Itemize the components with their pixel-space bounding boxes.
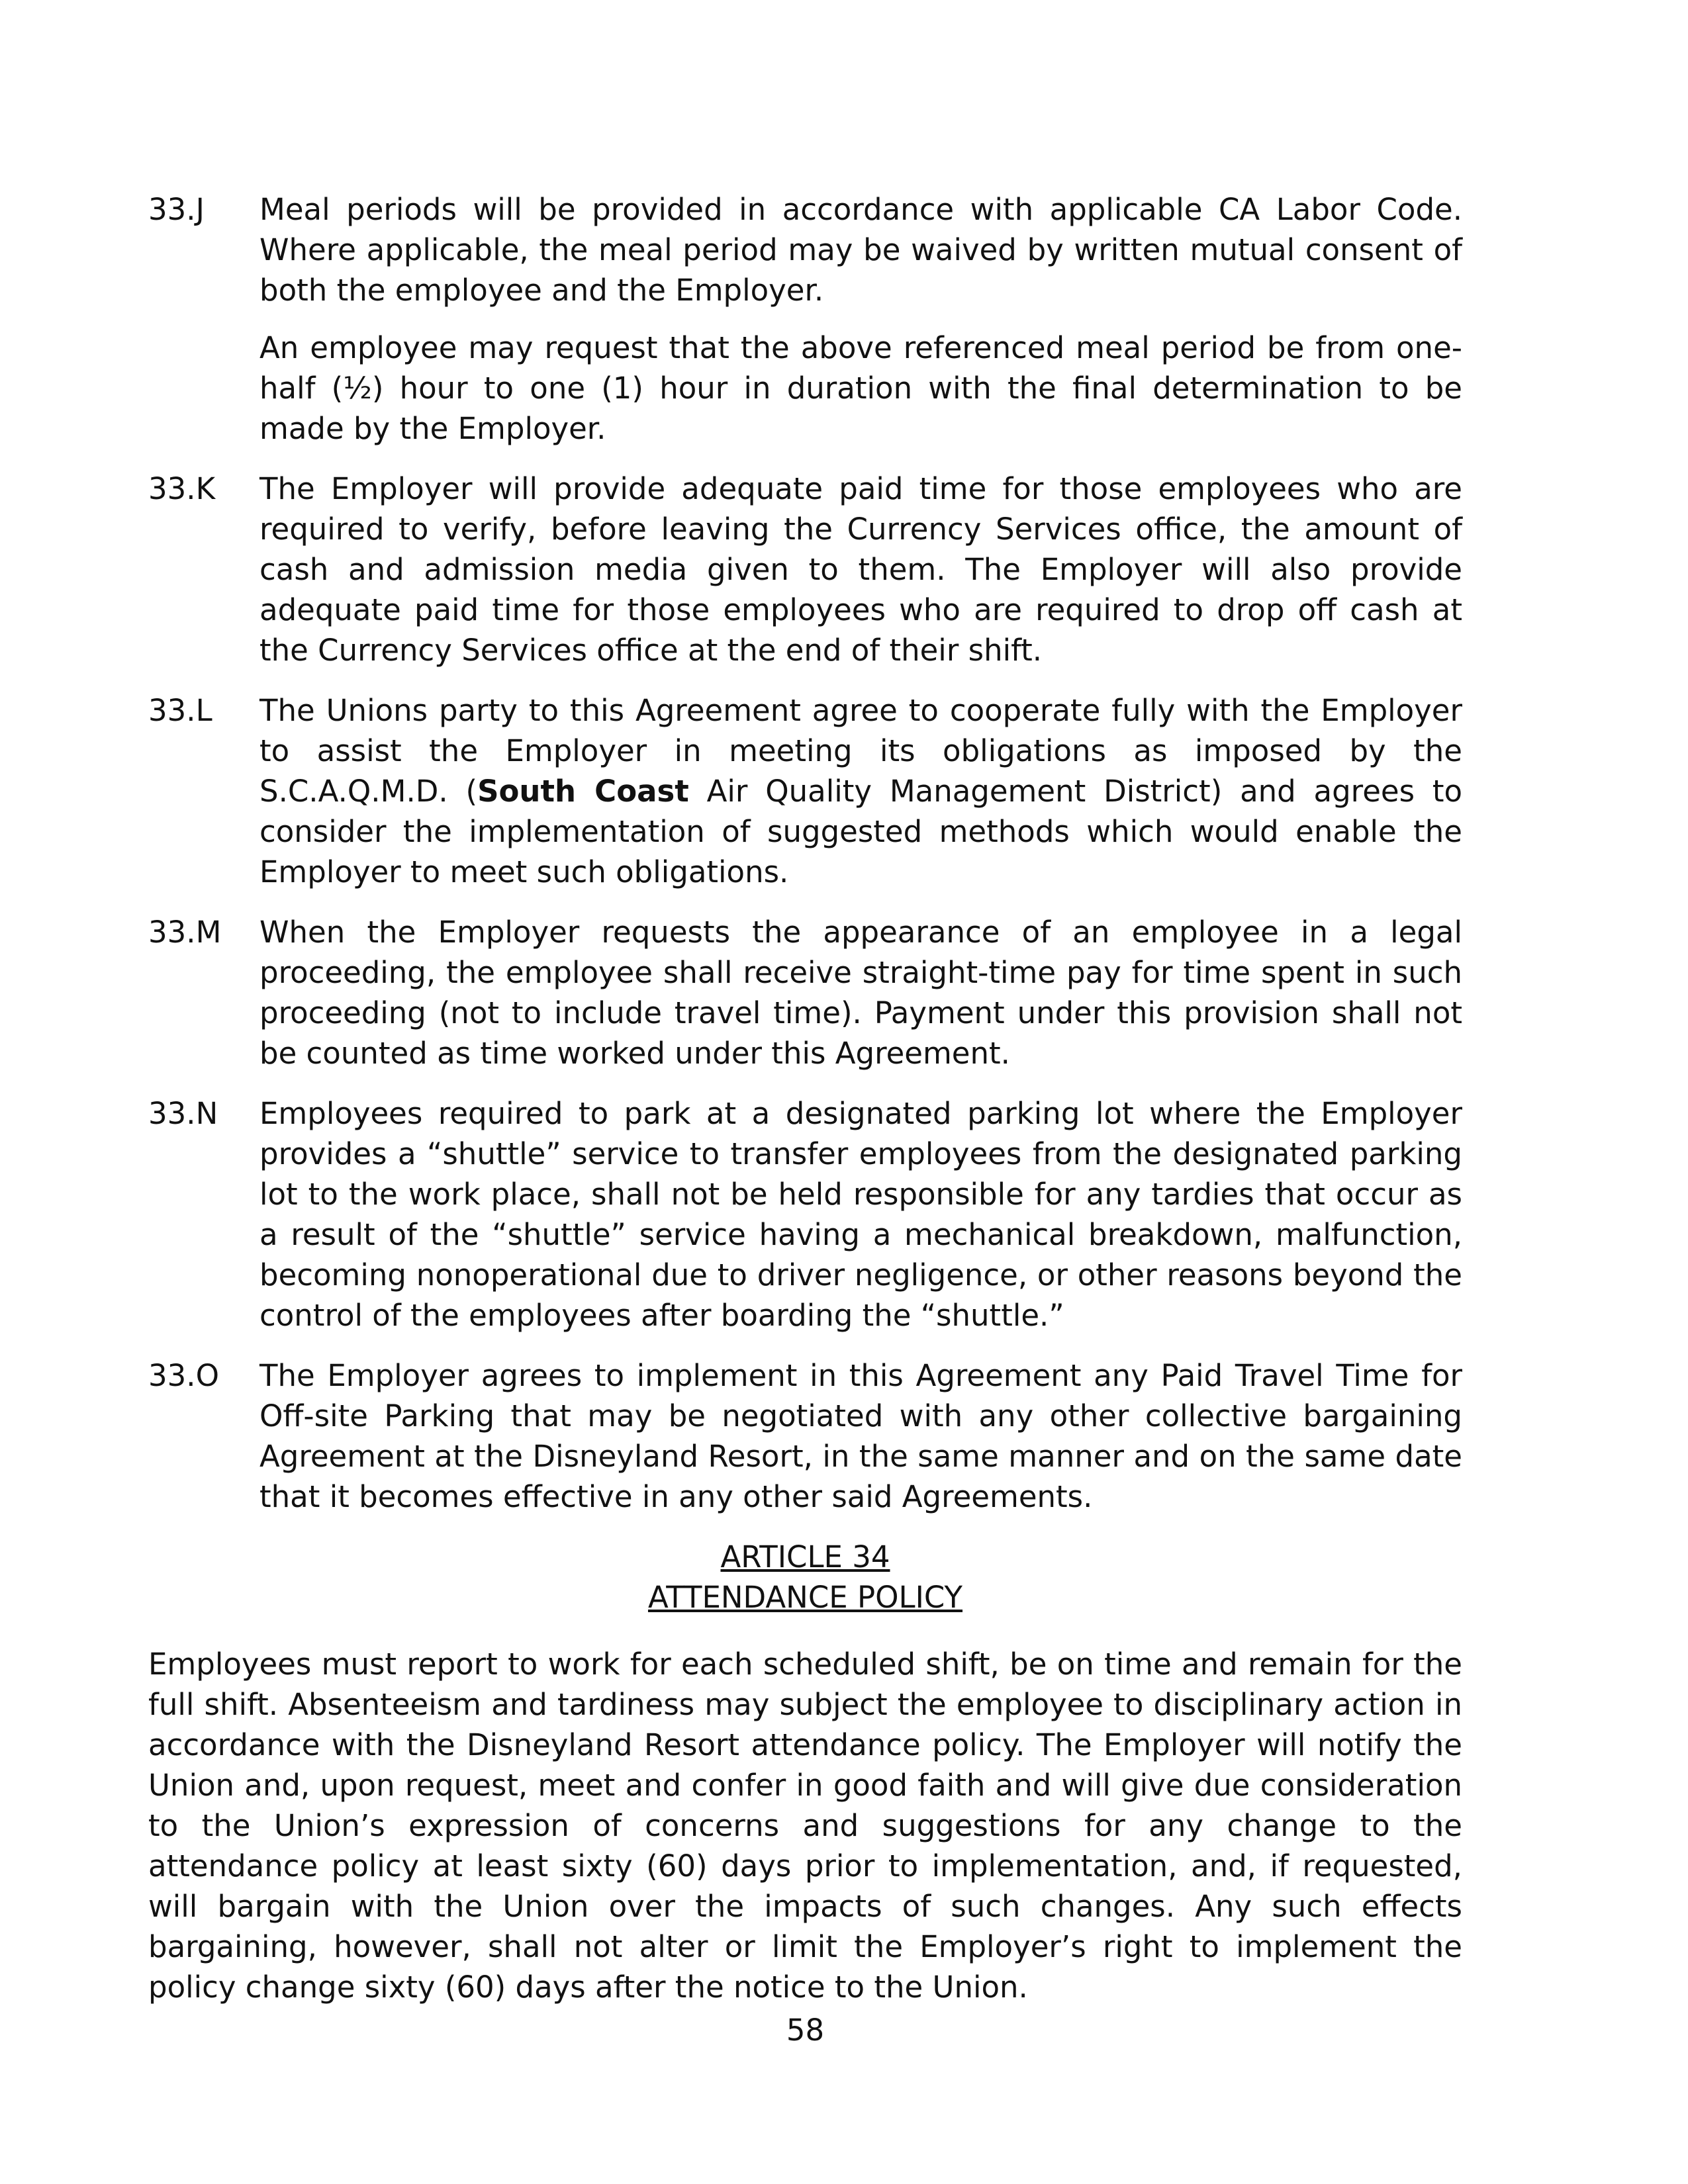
article-title: ATTENDANCE POLICY <box>647 1580 963 1615</box>
clause-paragraph: An employee may request that the above referenced meal period be from one-half (½) hour to one (1) hour in duration with the final determination to be made by the Employer. <box>259 330 1462 446</box>
clause-paragraph <box>259 690 1462 892</box>
clause-33j <box>148 189 1462 449</box>
bold-term: South Coast <box>477 774 689 809</box>
clause-text-before-bold: The Unions party to this Agreement agree to cooperate fully with the Employer to assist the Employer in meeting its obligations as imposed by the S.C.A.Q.M.D. ( <box>259 693 1462 809</box>
clause-body <box>259 690 1462 892</box>
clause-paragraph: The Employer will provide adequate paid time for those employees who are required to verify, before leaving the Currency Services office, the amount of cash and admission media given to them. The Employer will also provide adequate paid time for those employees who are required to drop off cash at the Currency Services office at the end of their shift. <box>259 471 1462 668</box>
clause-33m <box>148 912 1462 1073</box>
clause-number: 33.K <box>148 471 216 506</box>
clause-number: 33.L <box>148 693 212 728</box>
clause-paragraph: Employees required to park at a designated parking lot where the Employer provides a “shuttle” service to transfer employees from the designated parking lot to the work place, shall not be held responsible for any tardies that occur as a result of the “shuttle” service having a mechanical breakdown, malfunction, becoming nonoperational due to driver negligence, or other reasons beyond the control of the employees after boarding the “shuttle.” <box>259 1096 1462 1333</box>
clause-number: 33.O <box>148 1358 219 1393</box>
article-body: Employees must report to work for each scheduled shift, be on time and remain for the full shift. Absenteeism and tardiness may subject the employee to disciplinary action in accordance with the Disneyland Resort attendance policy. The Employer will notify the Union and, upon request, meet and confer in good faith and will give due consideration to the Union’s expression of concerns and suggestions for any change to the attendance policy at least sixty (60) days prior to implementation, and, if requested, will bargain with the Union over the impacts of such changes. Any such effects bargaining, however, shall not alter or limit the Employer’s right to implement the policy change sixty (60) days after the notice to the Union. <box>148 1647 1462 2005</box>
clause-33n <box>148 1093 1462 1336</box>
clause-paragraph: Meal periods will be provided in accordance with applicable CA Labor Code. Where applicable, the meal period may be waived by written mutual consent of both the employee and the Employer. <box>259 192 1462 308</box>
document-page <box>148 189 1462 2050</box>
clause-body <box>259 1093 1462 1336</box>
clause-paragraph: When the Employer requests the appearance of an employee in a legal proceeding, the employee shall receive straight-time pay for time spent in such proceeding (not to include travel time). Payment under this provision shall not be counted as time worked under this Agreement. <box>259 915 1462 1071</box>
clause-paragraph: The Employer agrees to implement in this Agreement any Paid Travel Time for Off-site Parking that may be negotiated with any other collective bargaining Agreement at the Disneyland Resort, in the same manner and on the same date that it becomes effective in any other said Agreements. <box>259 1358 1462 1514</box>
clause-number: 33.J <box>148 192 205 227</box>
clause-body <box>259 469 1462 670</box>
page-number: 58 <box>786 2013 825 2048</box>
clause-text-after-bold: Air Quality Management District) and agrees to consider the implementation of suggested methods which would enable the Employer to meet such obligations. <box>259 774 1463 889</box>
clause-33k <box>148 469 1462 670</box>
article-heading <box>148 1537 1462 1617</box>
clause-body <box>259 189 1462 449</box>
clause-body <box>259 912 1462 1073</box>
clause-33o <box>148 1355 1462 1517</box>
clause-body <box>259 1355 1462 1517</box>
clause-number: 33.M <box>148 915 222 950</box>
article-number: ARTICLE 34 <box>720 1539 890 1574</box>
clause-number: 33.N <box>148 1096 218 1131</box>
clause-33l <box>148 690 1462 892</box>
